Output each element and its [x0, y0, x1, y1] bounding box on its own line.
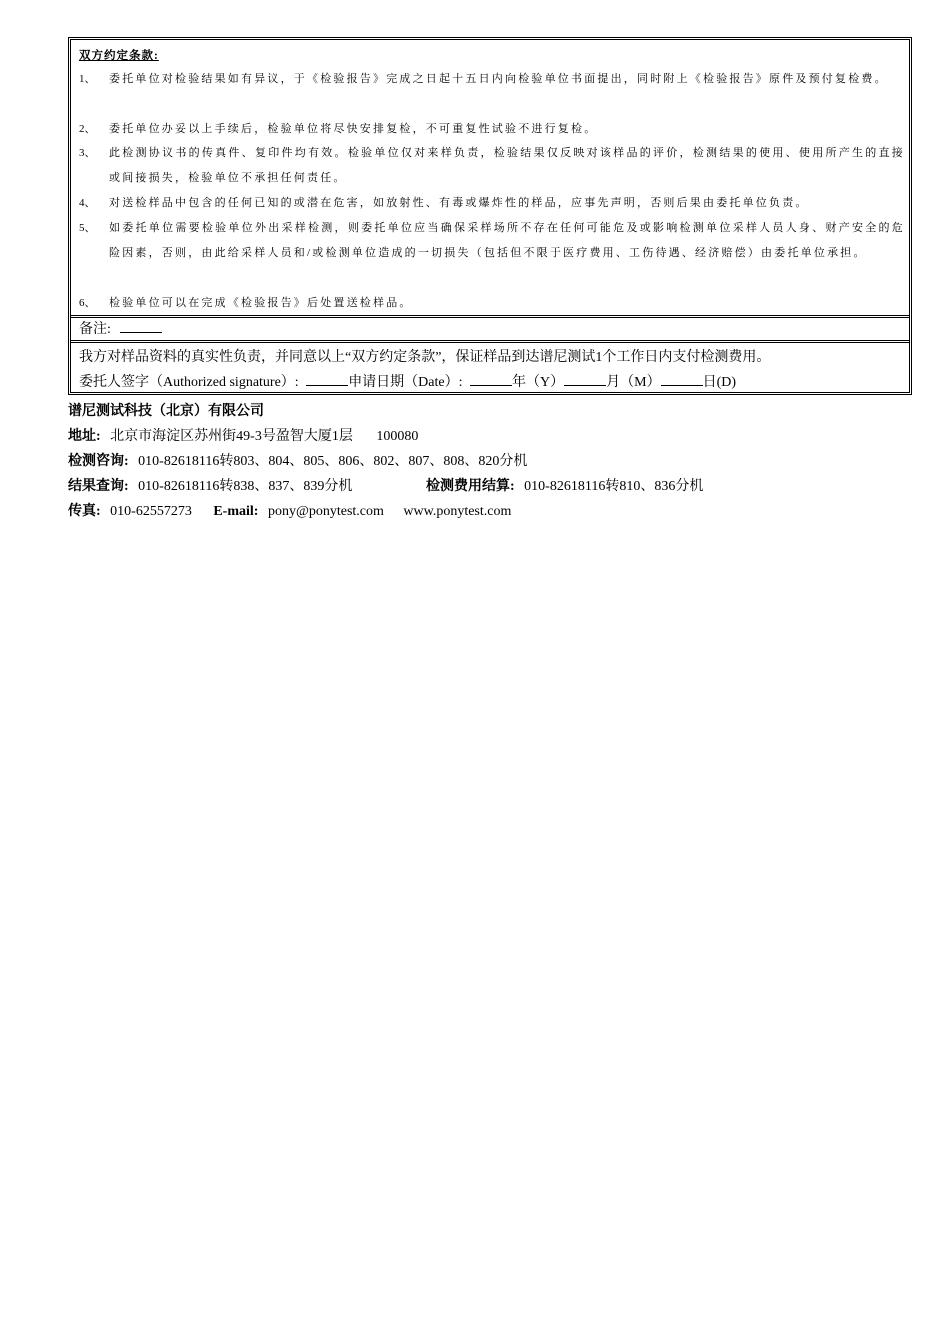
signature-label: 委托人签字（Authorized signature）:: [79, 375, 299, 390]
terms-title: 双方约定条款:: [79, 50, 159, 62]
term-text: 如委托单位需要检验单位外出采样检测，则委托单位应当确保采样场所不存在任何可能危及或影响检测单位采样人员人身、财产安全的危险因素，否则，由此给采样人员和/或检测单位造成的一切损失（包括但不限于医疗费用、工伤待遇、经济赔偿）由委托单位承担。: [109, 222, 905, 259]
term-item-6: [79, 291, 905, 316]
term-number: 6、: [79, 297, 96, 309]
term-number: 4、: [79, 197, 96, 209]
consult-value: 010-82618116转803、804、805、806、802、807、808、820分机: [138, 454, 528, 469]
term-text: 检验单位可以在完成《检验报告》后处置送检样品。: [109, 297, 413, 309]
day-field[interactable]: [661, 371, 703, 386]
website-link[interactable]: www.ponytest.com: [403, 504, 512, 519]
term-number: 3、: [79, 147, 96, 159]
fee-line: [426, 475, 703, 495]
year-label: 年（Y）: [512, 375, 565, 390]
result-value: 010-82618116转838、837、839分机: [138, 479, 353, 494]
term-number: 2、: [79, 123, 96, 135]
terms-form-box: [68, 37, 912, 395]
agreement-statement: 我方对样品资料的真实性负责，并同意以上“双方约定条款”，保证样品到达谱尼测试1个工作日内支付检测费用。: [79, 350, 771, 365]
note-section: [71, 315, 909, 343]
consult-line: [68, 450, 527, 470]
postcode: 100080: [376, 429, 419, 444]
result-line: [68, 475, 352, 495]
signature-line: [79, 371, 736, 391]
day-label: 日(D): [702, 375, 737, 390]
contact-line: [68, 500, 511, 520]
address-value: 北京市海淀区苏州街49-3号盈智大厦1层: [110, 429, 353, 444]
year-field[interactable]: [470, 371, 512, 386]
month-field[interactable]: [564, 371, 606, 386]
signature-field[interactable]: [306, 371, 348, 386]
date-label: 申请日期（Date）:: [348, 375, 463, 390]
company-name-line: [68, 400, 264, 420]
fax-value: 010-62557273: [110, 504, 192, 519]
email-link[interactable]: pony@ponytest.com: [267, 504, 384, 519]
term-item-2: [79, 117, 905, 142]
company-name: 谱尼测试科技（北京）有限公司: [68, 404, 264, 419]
terms-section: [71, 40, 909, 318]
fax-label: 传真:: [68, 504, 101, 519]
term-text: 对送检样品中包含的任何已知的或潜在危害，如放射性、有毒或爆炸性的样品，应事先声明，否则后果由委托单位负责。: [109, 197, 809, 209]
fee-value: 010-82618116转810、836分机: [524, 479, 704, 494]
note-label: 备注:: [79, 322, 111, 337]
agreement-section: [71, 343, 909, 392]
consult-label: 检测咨询:: [68, 454, 129, 469]
term-number: 5、: [79, 222, 96, 234]
term-item-4: [79, 191, 905, 216]
result-label: 结果查询:: [68, 479, 129, 494]
term-item-3: [79, 141, 905, 191]
month-label: 月（M）: [606, 375, 661, 390]
term-text: 委托单位对检验结果如有异议，于《检验报告》完成之日起十五日内向检验单位书面提出，同时附上《检验报告》原件及预付复检费。: [109, 73, 888, 85]
email-label: E-mail:: [213, 504, 259, 519]
term-text: 此检测协议书的传真件、复印件均有效。检验单位仅对来样负责，检验结果仅反映对该样品的评价，检测结果的使用、使用所产生的直接或间接损失，检验单位不承担任何责任。: [109, 147, 905, 184]
fee-label: 检测费用结算:: [426, 479, 515, 494]
address-label: 地址:: [68, 429, 101, 444]
term-text: 委托单位办妥以上手续后，检验单位将尽快安排复检，不可重复性试验不进行复检。: [109, 123, 598, 135]
term-item-1: [79, 67, 905, 92]
address-line: [68, 425, 418, 445]
term-number: 1、: [79, 73, 96, 85]
note-field[interactable]: [120, 318, 162, 333]
term-item-5: [79, 216, 905, 266]
